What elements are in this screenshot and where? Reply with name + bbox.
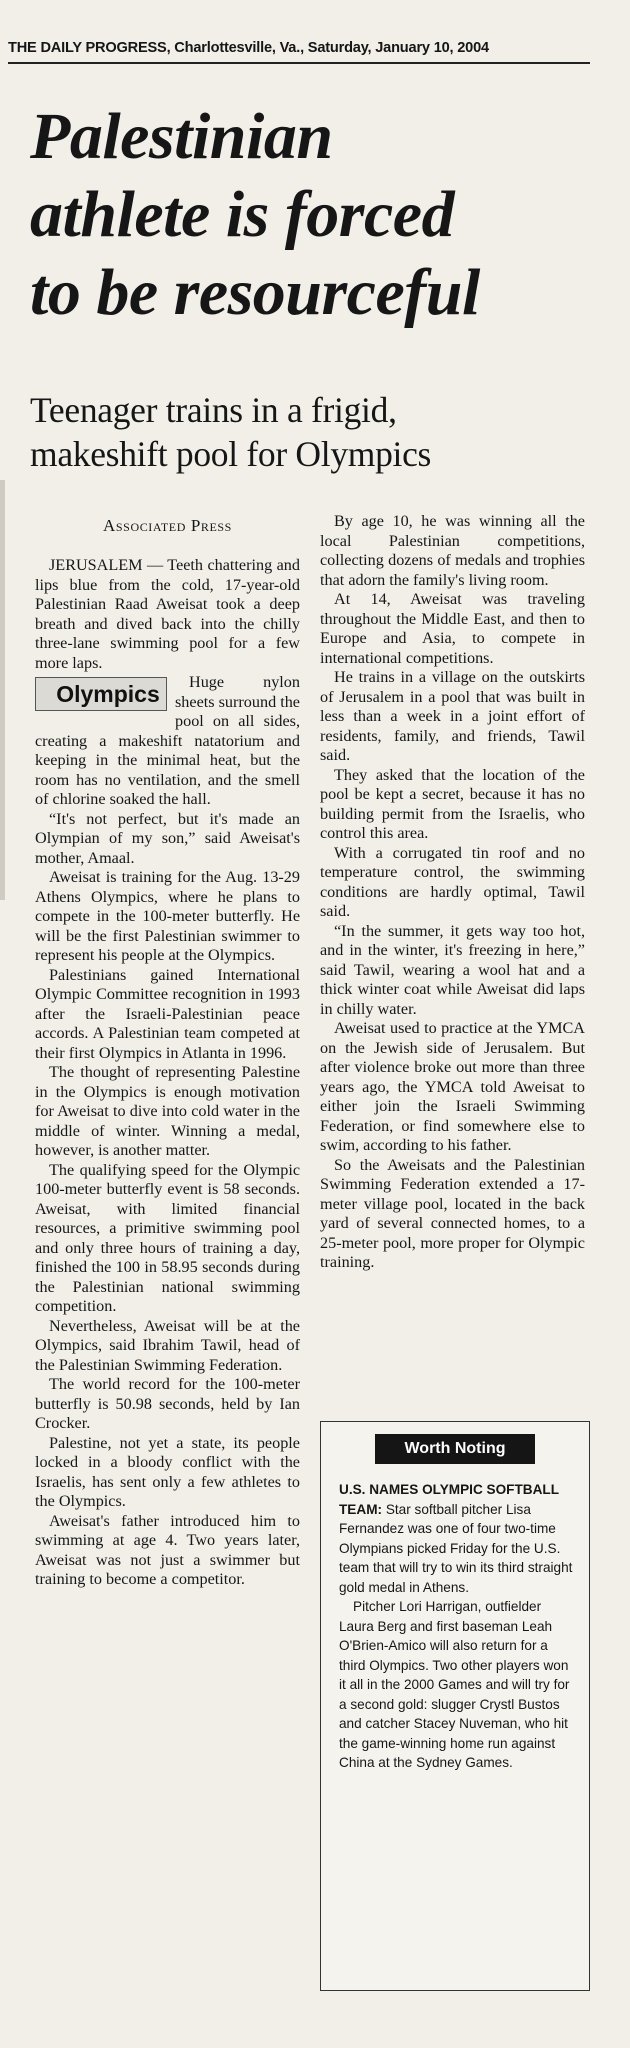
- subhead-line: Teenager trains in a frigid,: [30, 390, 397, 430]
- article-paragraph: So the Aweisats and the Palestinian Swimming Federation extended a 17-meter village pool, located in the back yard of several connected homes, to a 25-meter pool, more proper for Olympic training.: [320, 1155, 585, 1271]
- article-paragraph: With a corrugated tin roof and no temperature control, the swimming conditions are hardly optimal, Tawil said.: [320, 843, 585, 920]
- headline: [30, 98, 600, 332]
- masthead-rule: [8, 62, 590, 64]
- sidebar-paragraph: [339, 1480, 573, 1597]
- page-edge-shadow: [0, 480, 5, 900]
- article-paragraph: By age 10, he was winning all the local Palestinian competitions, collecting dozens of medals and trophies that adorn the family's living room.: [320, 512, 585, 589]
- article-paragraph: The world record for the 100-meter butterfly is 50.98 seconds, held by Ian Crocker.: [35, 1375, 300, 1432]
- headline-line: Palestinian: [30, 100, 333, 173]
- subhead-line: makeshift pool for Olympics: [30, 434, 432, 474]
- article-paragraph: Aweisat used to practice at the YMCA on the Jewish side of Jerusalem. But after violence broke out more than three years ago, the YMCA told Aweisat to either join the Israeli Swimming Federation, or find somewhere else to swim, according to his father.: [320, 1019, 585, 1154]
- article-left-column: [35, 556, 300, 1590]
- article-right-column: [320, 512, 585, 1273]
- article-paragraph: “In the summer, it gets way too hot, and in the winter, it's freezing in here,” said Tawil, wearing a wool hat and a thick winter coat while Aweisat did laps in chilly water.: [320, 921, 585, 1018]
- byline: Associated Press: [103, 516, 232, 535]
- sidebar-body: [321, 1464, 589, 1773]
- article-paragraph: Aweisat is training for the Aug. 13-29 Athens Olympics, where he plans to compete in the 100-meter butterfly. He will be the first Palestinian swimmer to represent his people at the Olympics.: [35, 868, 300, 964]
- sidebar-lead: U.S. NAMES OLYMPIC SOFTBALL TEAM:: [339, 1482, 559, 1517]
- article-paragraph: “It's not perfect, but it's made an Olympian of my son,” said Aweisat's mother, Amaal.: [35, 809, 300, 867]
- section-tag: Olympics: [35, 677, 167, 711]
- article-paragraph: At 14, Aweisat was traveling throughout the Middle East, and then to Europe and Asia, to compete in international competitions.: [320, 590, 585, 667]
- sidebar-title: Worth Noting: [375, 1434, 535, 1464]
- masthead: THE DAILY PROGRESS, Charlottesville, Va., Saturday, January 10, 2004: [8, 40, 489, 56]
- article-paragraph: [35, 673, 300, 810]
- article-paragraph: JERUSALEM — Teeth chattering and lips blue from the cold, 17-year-old Palestinian Raad Aweisat took a deep breath and dived back into the chilly three-lane swimming pool for a few more laps.: [35, 556, 300, 672]
- worth-noting-sidebar: [320, 1421, 590, 1991]
- article-paragraph: Nevertheless, Aweisat will be at the Olympics, said Ibrahim Tawil, head of the Palestinian Swimming Federation.: [35, 1316, 300, 1374]
- article-paragraph: Palestinians gained International Olympic Committee recognition in 1993 after the Israeli-Palestinian peace accords. A Palestinian team competed at their first Olympics in Atlanta in 1996.: [35, 965, 300, 1062]
- subhead: [30, 388, 600, 476]
- article-paragraph: They asked that the location of the pool be kept a secret, because it has no building permit from the Israelis, who control this area.: [320, 765, 585, 842]
- article-paragraph: The qualifying speed for the Olympic 100-meter butterfly event is 58 seconds. Aweisat, with limited financial resources, a primitive swimming pool and only three hours of training a day, finished the 100 in 58.95 seconds during the Palestinian national swimming competition.: [35, 1160, 300, 1315]
- headline-line: to be resourceful: [30, 256, 480, 329]
- article-paragraph-text: Huge nylon sheets surround the pool on all sides, creating a makeshift natatorium and keeping in the minimal heat, but the room has no ventilation, and the smell of chlorine soaked the hall.: [35, 673, 300, 808]
- headline-line: athlete is forced: [30, 178, 455, 251]
- article-paragraph: The thought of representing Palestine in the Olympics is enough motivation for Aweisat to dive into cold water in the middle of winter. Winning a medal, however, is another matter.: [35, 1063, 300, 1159]
- sidebar-paragraph-text: Star softball pitcher Lisa Fernandez was one of four two-time Olympians picked Friday for the U.S. team that will try to win its third straight gold medal in Athens.: [339, 1501, 573, 1595]
- article-paragraph: Aweisat's father introduced him to swimming at age 4. Two years later, Aweisat was not just a swimmer but training to become a competitor.: [35, 1511, 300, 1588]
- sidebar-paragraph: Pitcher Lori Harrigan, outfielder Laura Berg and first baseman Leah O'Brien-Amico will also return for a third Olympics. Two other players won it all in the 2000 Games and will try for a second gold: slugger Crystl Bustos and catcher Stacey Nuveman, who hit the game-winning home run against China at the Sydney Games.: [339, 1599, 570, 1770]
- article-paragraph: Palestine, not yet a state, its people locked in a bloody conflict with the Israelis, has sent only a few athletes to the Olympics.: [35, 1433, 300, 1510]
- article-paragraph: He trains in a village on the outskirts of Jerusalem in a pool that was built in less than a week in a joint effort of residents, family, and friends, Tawil said.: [320, 668, 585, 764]
